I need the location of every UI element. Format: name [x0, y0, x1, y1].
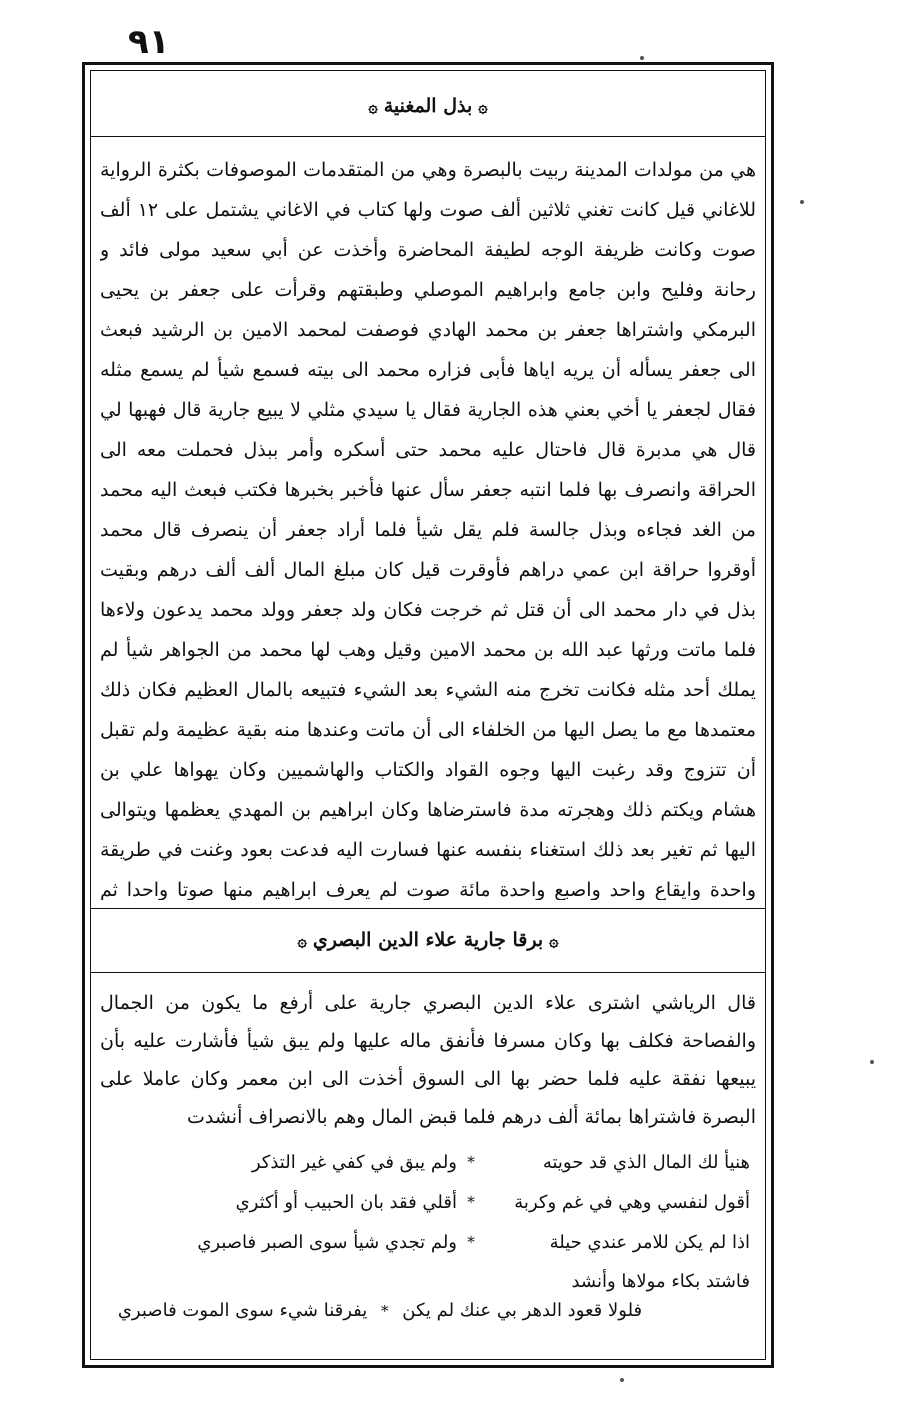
body-text: قال الرياشي اشترى علاء الدين البصري جارية على أرفع ما يكون من الجمال والفصاحة فكلف بها وكان مسرفا فأنفق ماله عليها ولم يبق شيأ فأشارت عليه بأن يبيعها نفقة عليه فلما حضر بها الى السوق أخذت الى ابن معمر وكان عاملا على البصرة فاشتراها بمائة ألف درهم فلما قبض المال وهم بالانصراف أنشدت	[100, 992, 756, 1128]
scan-speck	[640, 56, 644, 60]
verse-line	[100, 1182, 756, 1222]
ornament-icon: ۞	[368, 96, 378, 116]
after-verses-text: فاشتد بكاء مولاها وأنشد	[571, 1271, 750, 1292]
verse-separator: *	[467, 1193, 475, 1211]
scan-speck	[800, 200, 804, 204]
closing-verse	[100, 1300, 660, 1321]
section-title: بذل المغنية	[383, 95, 473, 117]
verse-line	[100, 1142, 756, 1182]
section-header-badhl	[90, 76, 766, 136]
ornament-icon: ۞	[297, 930, 307, 950]
section-title: برقا جارية علاء الدين البصري	[312, 929, 544, 951]
verse-line	[100, 1222, 756, 1262]
verse-second-hemistich: يفرقنا شيء سوى الموت فاصبري	[117, 1300, 368, 1321]
verse-first-hemistich: أقول لنفسي وهي في غم وكربة	[514, 1191, 750, 1213]
verse-separator: *	[467, 1233, 475, 1251]
verse-second-hemistich: ولم يبق في كفي غير التذكر	[251, 1151, 457, 1173]
verse-first-hemistich: فلولا قعود الدهر بي عنك لم يكن	[402, 1300, 643, 1321]
section-header-barqa	[90, 910, 766, 970]
divider	[90, 908, 766, 909]
verse-first-hemistich: هنيأ لك المال الذي قد حويته	[542, 1151, 750, 1173]
poem-block	[100, 1142, 756, 1262]
ornament-icon: ۞	[549, 930, 559, 950]
ornament-icon: ۞	[478, 96, 488, 116]
verse-second-hemistich: أقلي فقد بان الحبيب أو أكثري	[235, 1191, 457, 1213]
body-text: هي من مولدات المدينة ربيت بالبصرة وهي من المتقدمات الموصوفات بكثرة الرواية للاغاني قيل كانت تغني ثلاثين ألف صوت ولها كتاب في الاغاني يشتمل على ١٢ ألف صوت وكانت ظريفة الوجه لطيفة المحاضرة وأخذت عن أبي سعيد مولى فائد و رحانة وفليح وابن جامع وابراهيم الموصلي وطبقتهم وقرأت على جعفر بن يحيى البرمكي واشتراها جعفر بن محمد الهادي فوصفت لمحمد الامين بن الرشيد فبعث الى جعفر يسأله أن يريه اياها فأبى فزاره محمد الى بيته فسمع شيأ لم يسمع مثله فقال لجعفر يا أخي بعني هذه الجارية فقال يا سيدي مثلي لا يبيع جارية قال فهبها لي قال هي مدبرة قال فاحتال عليه محمد حتى أسكره وأمر ببذل فحملت معه الى الحراقة وانصرف بها فلما انتبه جعفر سأل عنها فأخبر بخبرها فكتب فبعث اليه محمد من الغد فجاءه وبذل جالسة فلم يقل شيأ فلما أراد جعفر أن ينصرف قال محمد أوقروا حراقة ابن عمي دراهم فأوقرت قيل كان مبلغ المال ألف ألف درهم وبقيت بذل في دار محمد الى أن قتل ثم خرجت فكان ولد جعفر وولد محمد يدعون ولاءها فلما ماتت ورثها عبد الله بن محمد الامين وقيل وهب لها محمد من الجواهر شيأ لم يملك أحد مثله فكانت تخرج منه الشيء بعد الشيء فتبيعه بالمال العظيم فكان ذلك معتمدها مع ما يصل اليها من الخلفاء الى أن ماتت وعندها منه بقية عظيمة ولم تقبل أن تتزوج وقد رغبت اليها وجوه القواد والكتاب والهاشميين وكان يهواها علي بن هشام ويكتم ذلك وهجرته مدة فاسترضاها وكان ابراهيم بن المهدي يعظمها ويتوالى اليها ثم تغير بعد ذلك استغناء بنفسه عنها فسارت اليه فدعت بعود وغنت في طريقة واحدة وايقاع واحد واصبع واحدة مائة صوت لم يعرف ابراهيم منها صوتا واحدا ثم	[100, 159, 756, 900]
scan-speck	[870, 1060, 874, 1064]
page-number: ٩١	[128, 22, 170, 62]
verse-second-hemistich: ولم تجدي شيأ سوى الصبر فاصبري	[197, 1231, 457, 1253]
verse-first-hemistich: اذا لم يكن للامر عندي حيلة	[549, 1231, 750, 1253]
section-body-barqa	[100, 984, 756, 1134]
divider	[90, 972, 766, 973]
section-body-badhl	[100, 150, 756, 900]
divider	[90, 136, 766, 137]
verse-separator: *	[467, 1153, 475, 1171]
verse-separator: *	[381, 1302, 389, 1320]
scan-speck	[620, 1378, 624, 1382]
